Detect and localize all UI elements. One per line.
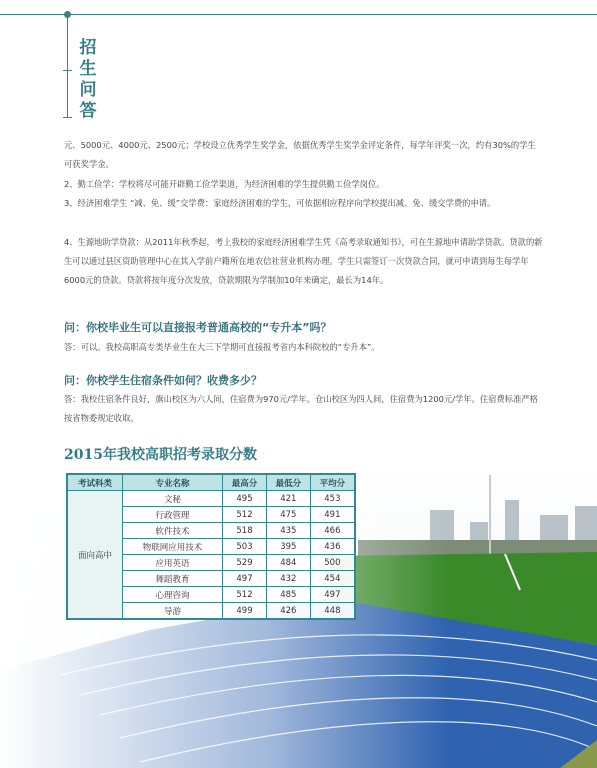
major-cell: 文秘	[123, 491, 223, 507]
max-cell: 499	[223, 603, 267, 620]
side-tick	[63, 70, 72, 71]
max-cell: 529	[223, 555, 267, 571]
paragraph-fee-relief: 3、经济困难学生 “减、免、缓”交学费：家庭经济困难的学生，可依据相应程序向学校提出减、免、缓交学费的申请。	[64, 198, 496, 208]
header-category: 考试科类	[67, 474, 123, 491]
min-cell: 421	[266, 491, 310, 507]
paragraph-scholarship: 元、5000元、4000元、2500元；学校设立优秀学生奖学金，依据优秀学生奖学金评定条件，每学年评奖一次，约有30%的学生可获奖学金。	[64, 140, 536, 169]
avg-cell: 448	[310, 603, 355, 620]
header-avg: 平均分	[310, 474, 355, 491]
avg-cell: 500	[310, 555, 355, 571]
major-cell: 心理咨询	[123, 587, 223, 603]
major-cell: 行政管理	[123, 507, 223, 523]
answer-dormitory: 答：我校住宿条件良好，旗山校区为六人间，住宿费为970元/学年。仓山校区为四人间，住宿费为1200元/学年。住宿费标准严格按省物委规定收取。	[64, 394, 538, 423]
table-header-row	[67, 474, 355, 491]
table-row	[67, 491, 355, 507]
question-upgrade: 问：你校毕业生可以直接报考普通高校的“专升本”吗？	[64, 321, 332, 334]
min-cell: 432	[266, 571, 310, 587]
paragraph-work-study: 2、勤工俭学：学校将尽可能开辟勤工俭学渠道，为经济困难的学生提供勤工俭学岗位。	[64, 179, 385, 189]
major-cell: 舞蹈教育	[123, 571, 223, 587]
category-cell: 面向高中	[67, 491, 123, 620]
min-cell: 485	[266, 587, 310, 603]
min-cell: 475	[266, 507, 310, 523]
admission-score-table	[66, 473, 356, 620]
major-cell: 软件技术	[123, 523, 223, 539]
avg-cell: 491	[310, 507, 355, 523]
header-max: 最高分	[223, 474, 267, 491]
max-cell: 518	[223, 523, 267, 539]
header-min: 最低分	[266, 474, 310, 491]
major-cell: 物联网应用技术	[123, 539, 223, 555]
max-cell: 497	[223, 571, 267, 587]
avg-cell: 436	[310, 539, 355, 555]
max-cell: 503	[223, 539, 267, 555]
major-cell: 导游	[123, 603, 223, 620]
side-tick	[63, 117, 72, 118]
min-cell: 435	[266, 523, 310, 539]
avg-cell: 466	[310, 523, 355, 539]
question-dormitory: 问：你校学生住宿条件如何？收费多少？	[64, 374, 262, 387]
avg-cell: 497	[310, 587, 355, 603]
min-cell: 484	[266, 555, 310, 571]
max-cell: 512	[223, 587, 267, 603]
header-rule	[0, 14, 597, 15]
avg-cell: 453	[310, 491, 355, 507]
max-cell: 512	[223, 507, 267, 523]
min-cell: 395	[266, 539, 310, 555]
max-cell: 495	[223, 491, 267, 507]
side-title: 招生问答	[79, 38, 97, 121]
min-cell: 426	[266, 603, 310, 620]
paragraph-student-loan: 4、生源地助学贷款：从2011年秋季起，考上我校的家庭经济困难学生凭《高考录取通知书》，可在生源地申请助学贷款。贷款的新生可以通过县区资助管理中心在其入学前户籍所在地农信社营业机构办理。学生只需签订一次贷款合同，就可申请到每生每学年6000元的贷款。贷款将按年度分次发放，贷款期限为学制加10年来确定，最长为14年。	[64, 237, 543, 285]
side-rule	[67, 14, 68, 118]
table-title: 2015年我校高职招考录取分数	[64, 447, 257, 463]
major-cell: 应用英语	[123, 555, 223, 571]
avg-cell: 454	[310, 571, 355, 587]
header-major: 专业名称	[123, 474, 223, 491]
answer-upgrade: 答：可以。我校高职高专类毕业生在大三下学期可直接报考省内本科院校的“专升本”。	[64, 342, 380, 352]
